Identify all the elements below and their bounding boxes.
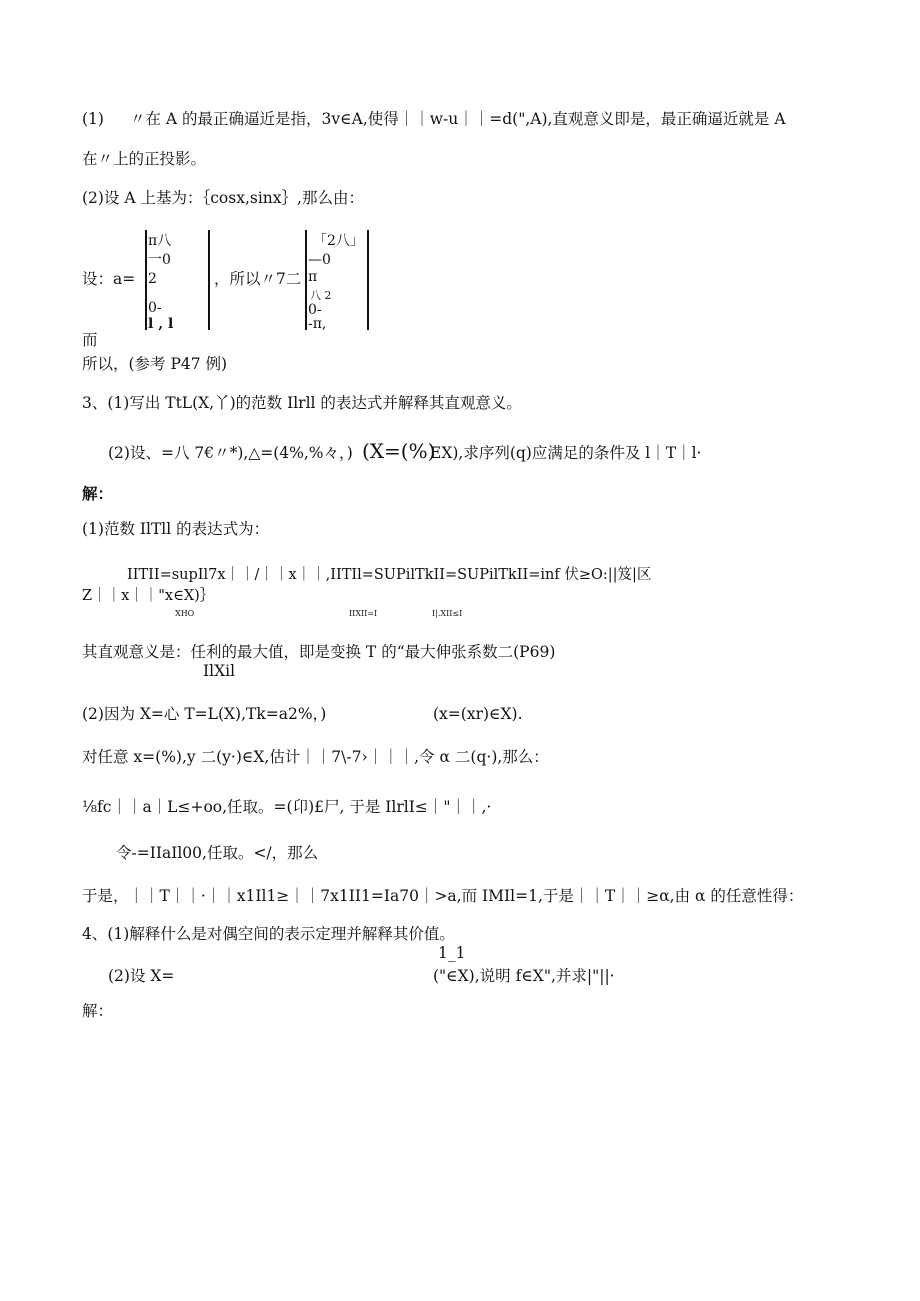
solution-2-conclusion: 于是，｜｜T｜｜·｜｜x1Il1≥｜｜7x1II1=Ia70｜>a,而 IMIl=1,于是｜｜T｜｜≥α,由 α 的任意性得：	[82, 887, 804, 905]
question-3-part-2-b: (X=(%)	[362, 439, 436, 463]
solution-2-b: (x=(xr)∈X).	[433, 705, 523, 723]
solution-2-a: (2)因为 X=心 T=L(X),Tk=a2%，)	[82, 705, 327, 723]
matrix-b-right-bracket	[367, 230, 369, 330]
norm-expression-cont: Z｜｜x｜｜"x∈X)｝	[82, 588, 215, 604]
para-1-text: 〃在 A 的最正确逼近是指，3v∈A,使得｜｜w-u｜｜=d(",A),直观意义即是，最正确逼近就是 A	[130, 110, 786, 128]
question-3-part-2-a: (2)设、=八 7€〃*),△=(4%,%々，)	[108, 444, 353, 462]
subscript-norm-le-1: I|.XII≤I	[432, 609, 463, 618]
reference-line: 所以，(参考 P47 例)	[82, 355, 228, 373]
intuitive-meaning: 其直观意义是：任利的最大值，即是变换 T 的“最大伸张系数二(P69)	[82, 643, 556, 661]
matrix-a-row: 一0	[148, 252, 171, 268]
solution-heading-2: 解：	[82, 1002, 114, 1020]
question-4-part-2-a: (2)设 X=	[108, 967, 175, 985]
para-1-continuation: 在〃上的正投影。	[82, 150, 207, 168]
subscript-norm-eq-1: IIXII=I	[349, 609, 378, 618]
question-3-part-1: 3、(1)写出 TtL(X,丫)的范数 Ilrll 的表达式并解释其直观意义。	[82, 394, 522, 412]
matrix-a-row: 2	[148, 271, 157, 287]
para-2-basis: (2)设 A 上基为：｛cosx,sinx｝,那么由：	[82, 189, 364, 207]
matrix-b-row: 「2八」	[313, 233, 364, 249]
matrix-a-row: l , l	[148, 316, 174, 332]
question-4-part-1: 4、(1)解释什么是对偶空间的表示定理并解释其价值。	[82, 925, 455, 943]
question-4-part-2-b: ("∈X),说明 f∈X",并求|"||·	[433, 967, 615, 985]
question-3-part-2-c: EX),求序列(q)应满足的条件及 l｜T｜l·	[430, 444, 702, 462]
para-1-number: (1)	[82, 110, 104, 128]
solution-1-intro: (1)范数 IlTll 的表达式为：	[82, 520, 270, 538]
solution-2-estimate: 对任意 x=(%),y 二(y·)∈X,估计｜｜7\-7›｜｜｜,令 α 二(q·),那么：	[82, 748, 549, 766]
matrix-a-right-bracket	[208, 230, 210, 330]
subscript-xhho: XHO	[175, 609, 195, 618]
norm-expression: IITII=supIl7x｜｜/｜｜x｜｜,IITIl=SUPilTkII=SUPilTkII=inf 伏≥O:||笈|区	[127, 567, 652, 583]
matrix-a-left-bracket	[145, 230, 147, 330]
matrix-b-row: -π,	[308, 316, 327, 332]
fraction-exponent: 1_1	[438, 944, 466, 962]
matrix-b-row: —0	[308, 252, 331, 268]
matrix-b-row: 八 2	[310, 289, 332, 302]
set-label: 设：a=	[82, 270, 136, 288]
matrix-a-row: π八	[148, 233, 172, 249]
solution-2-bound: ⅛fc｜｜a｜L≤+oo,任取。=(卬)£尸, 于是 IlrlI≤｜"｜｜,·	[82, 798, 492, 816]
and-text: 而	[82, 331, 98, 349]
solution-2-let: 令-=IIaIl00,任取。</，那么	[116, 844, 319, 862]
matrix-b-row: π	[308, 269, 318, 285]
so-text: ，所以〃7二	[214, 270, 302, 288]
matrix-a-row: 0-	[148, 300, 162, 316]
solution-heading-1: 解：	[82, 484, 114, 503]
denominator-norm: IlXil	[203, 662, 236, 680]
matrix-b-row: 0-	[308, 302, 322, 318]
matrix-b-left-bracket	[305, 230, 307, 330]
